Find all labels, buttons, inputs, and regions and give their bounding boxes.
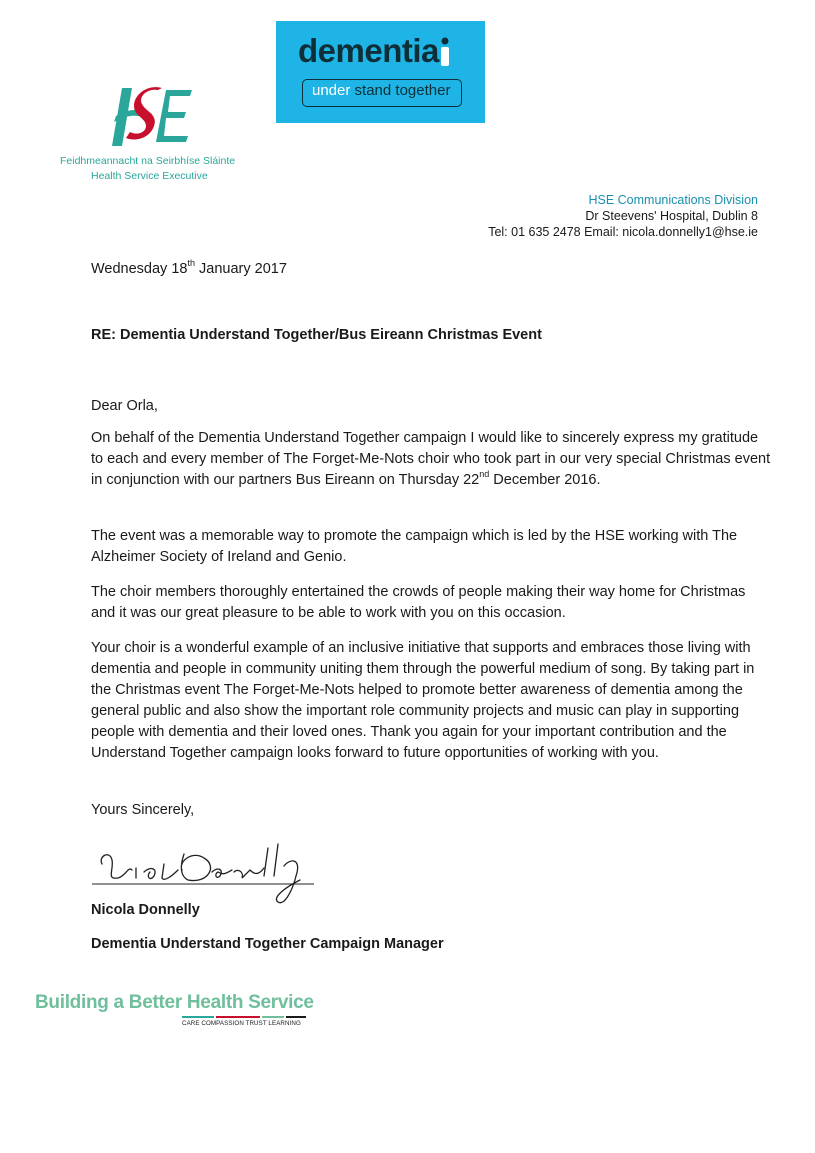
tagline-under: under: [312, 82, 351, 99]
paragraph-3: The choir members thoroughly entertained the crowds of people making their way home for Christmas and it was our great pleasure to be able to work with you on this occasion.: [91, 584, 746, 621]
paragraph-1: On behalf of the Dementia Understand Together campaign I would like to sincerely express my gratitude to each and every member of The Forget-Me-Nots choir who took part in our very special Christmas event in conjunction with our partners Bus Eireann on Thursday 22nd December 2016.: [91, 430, 771, 488]
hse-irish-name: Feidhmeannacht na Seirbhíse Sláinte: [60, 155, 236, 167]
closing: Yours Sincerely,: [91, 802, 195, 818]
sender-division: HSE Communications Division: [588, 193, 758, 207]
dementia-understand-together-logo: [276, 21, 485, 123]
footer-values: CARE COMPASSION TRUST LEARNING: [182, 1020, 301, 1027]
footer-rule-learning: [286, 1016, 306, 1018]
sender-contact: Tel: 01 635 2478 Email: nicola.donnelly1@hse.ie: [488, 225, 758, 239]
person-icon: [439, 37, 451, 67]
hse-english-name: Health Service Executive: [91, 170, 208, 182]
footer-rule-trust: [262, 1016, 284, 1018]
salutation: Dear Orla,: [91, 398, 158, 414]
sender-address: Dr Steevens' Hospital, Dublin 8: [585, 209, 758, 223]
footer-rule-care: [182, 1016, 214, 1018]
paragraph-4: Your choir is a wonderful example of an inclusive initiative that supports and embraces those living with dementia and people in community uniting them through the powerful medium of song. By taking part in the Christmas event The Forget-Me-Nots helped to promote better awareness of dementia among the general public and also show the important role community projects and music can play in supporting people with dementia and their loved ones. Thank you again for your important contribution and the Understand Together campaign looks forward to future opportunities of working with you.: [91, 640, 755, 761]
signatory-name: Nicola Donnelly: [91, 902, 200, 918]
footer-rule-compassion: [216, 1016, 260, 1018]
footer-slogan: Building a Better Health Service: [35, 992, 314, 1013]
dementia-wordmark: dementia: [298, 32, 439, 69]
tagline: [312, 82, 450, 99]
signatory-title: Dementia Understand Together Campaign Manager: [91, 936, 444, 952]
hse-logo: [108, 86, 196, 148]
paragraph-2: The event was a memorable way to promote the campaign which is led by the HSE working with The Alzheimer Society of Ireland and Genio.: [91, 528, 738, 565]
letter-subject: RE: Dementia Understand Together/Bus Eireann Christmas Event: [91, 327, 542, 343]
letter-date: Wednesday 18th January 2017: [91, 258, 287, 277]
tagline-stand-together: stand together: [354, 82, 451, 99]
